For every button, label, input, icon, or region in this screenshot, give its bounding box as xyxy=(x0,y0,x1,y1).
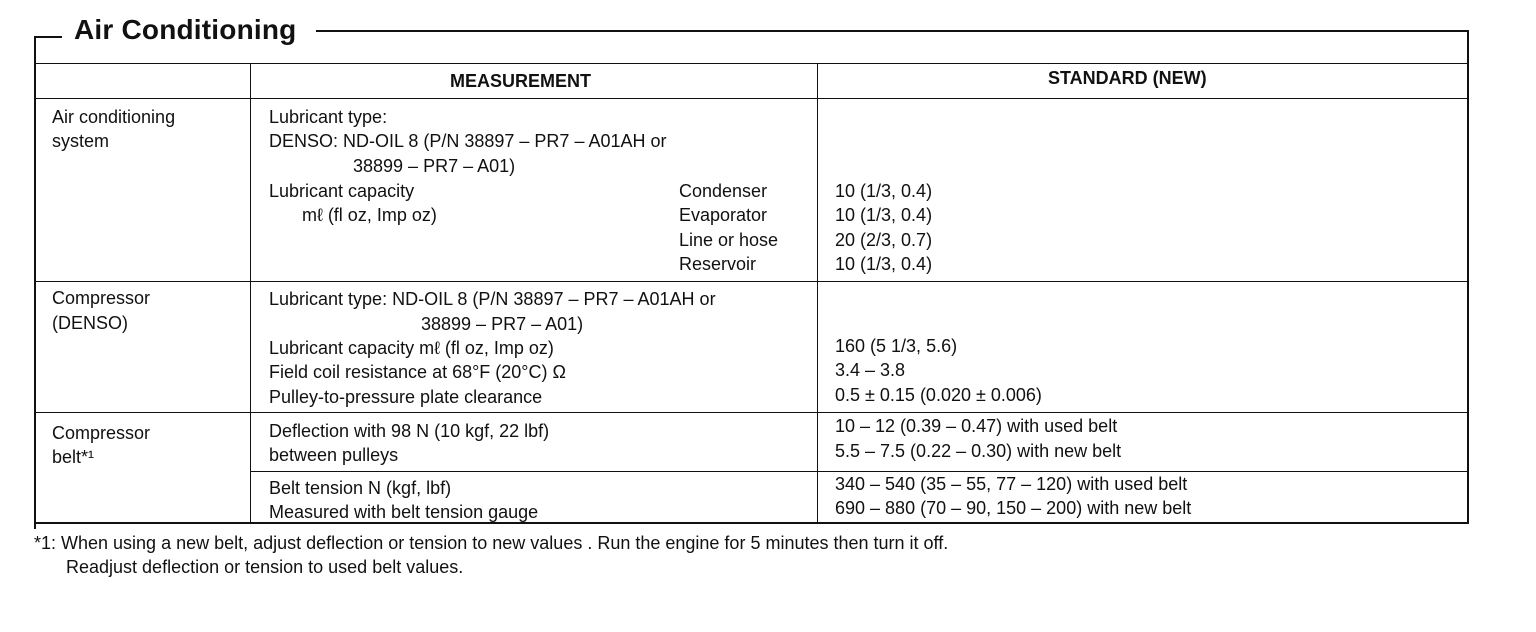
belt-tension-used-value: 340 – 540 (35 – 55, 77 – 120) with used belt xyxy=(835,474,1188,494)
frame-top-border-right xyxy=(316,30,1469,32)
lubricant-type-text: DENSO: ND-OIL 8 (P/N 38897 – PR7 – A01AH or xyxy=(269,131,667,151)
lubricant-type-text: Lubricant type: ND-OIL 8 (P/N 38897 – PR7 – A01AH or xyxy=(269,289,716,309)
belt-tension-label: Measured with belt tension gauge xyxy=(269,502,539,522)
deflection-used-value: 10 – 12 (0.39 – 0.47) with used belt xyxy=(835,416,1118,436)
component-value: 10 (1/3, 0.4) xyxy=(835,254,933,274)
lubricant-capacity-unit: mℓ (fl oz, Imp oz) xyxy=(302,205,437,225)
row-label-line-2: system xyxy=(52,131,110,151)
row-label-line-2: (DENSO) xyxy=(52,313,128,333)
lubricant-capacity-value: 160 (5 1/3, 5.6) xyxy=(835,336,958,356)
row-label-line-1: Compressor xyxy=(52,288,151,308)
component-value: 20 (2/3, 0.7) xyxy=(835,230,933,250)
component-name: Condenser xyxy=(679,181,768,201)
column-divider-2 xyxy=(817,63,818,523)
row-divider-2 xyxy=(34,412,1467,413)
field-coil-value: 3.4 – 3.8 xyxy=(835,360,906,380)
lubricant-capacity-label: Lubricant capacity xyxy=(269,181,415,201)
component-value: 10 (1/3, 0.4) xyxy=(835,181,933,201)
row-divider-3 xyxy=(250,471,1467,472)
footnote-line-2: Readjust deflection or tension to used belt values. xyxy=(66,557,464,577)
column-header-standard: STANDARD (NEW) xyxy=(1048,68,1207,88)
lubricant-capacity-label: Lubricant capacity mℓ (fl oz, Imp oz) xyxy=(269,338,554,358)
field-coil-label: Field coil resistance at 68°F (20°C) Ω xyxy=(269,362,566,382)
section-title: Air Conditioning xyxy=(74,14,297,45)
component-name: Line or hose xyxy=(679,230,779,250)
header-bottom-line xyxy=(34,98,1467,99)
header-top-line xyxy=(34,63,1467,64)
lubricant-type-label: Lubricant type: xyxy=(269,107,388,127)
deflection-new-value: 5.5 – 7.5 (0.22 – 0.30) with new belt xyxy=(835,441,1122,461)
frame-left-border xyxy=(34,36,36,529)
row-label-line-2: belt*¹ xyxy=(52,447,95,467)
belt-tension-label: Belt tension N (kgf, lbf) xyxy=(269,478,452,498)
component-value: 10 (1/3, 0.4) xyxy=(835,205,933,225)
column-header-measurement: MEASUREMENT xyxy=(450,71,592,91)
column-divider-1 xyxy=(250,63,251,523)
row-label-line-1: Air conditioning xyxy=(52,107,176,127)
component-name: Reservoir xyxy=(679,254,757,274)
row-label-line-1: Compressor xyxy=(52,423,151,443)
pulley-clearance-value: 0.5 ± 0.15 (0.020 ± 0.006) xyxy=(835,385,1042,405)
component-name: Evaporator xyxy=(679,205,768,225)
lubricant-type-text: 38899 – PR7 – A01) xyxy=(421,314,584,334)
deflection-label: Deflection with 98 N (10 kgf, 22 lbf) xyxy=(269,421,550,441)
belt-tension-new-value: 690 – 880 (70 – 90, 150 – 200) with new belt xyxy=(835,498,1192,518)
frame-top-border-left xyxy=(34,36,62,38)
frame-right-border xyxy=(1467,30,1469,523)
footnote-line-1: *1: When using a new belt, adjust deflection or tension to new values . Run the engine for 5 minutes then turn it off. xyxy=(34,533,949,553)
pulley-clearance-label: Pulley-to-pressure plate clearance xyxy=(269,387,543,407)
lubricant-type-text: 38899 – PR7 – A01) xyxy=(353,156,516,176)
deflection-label: between pulleys xyxy=(269,445,399,465)
row-divider-1 xyxy=(34,281,1467,282)
